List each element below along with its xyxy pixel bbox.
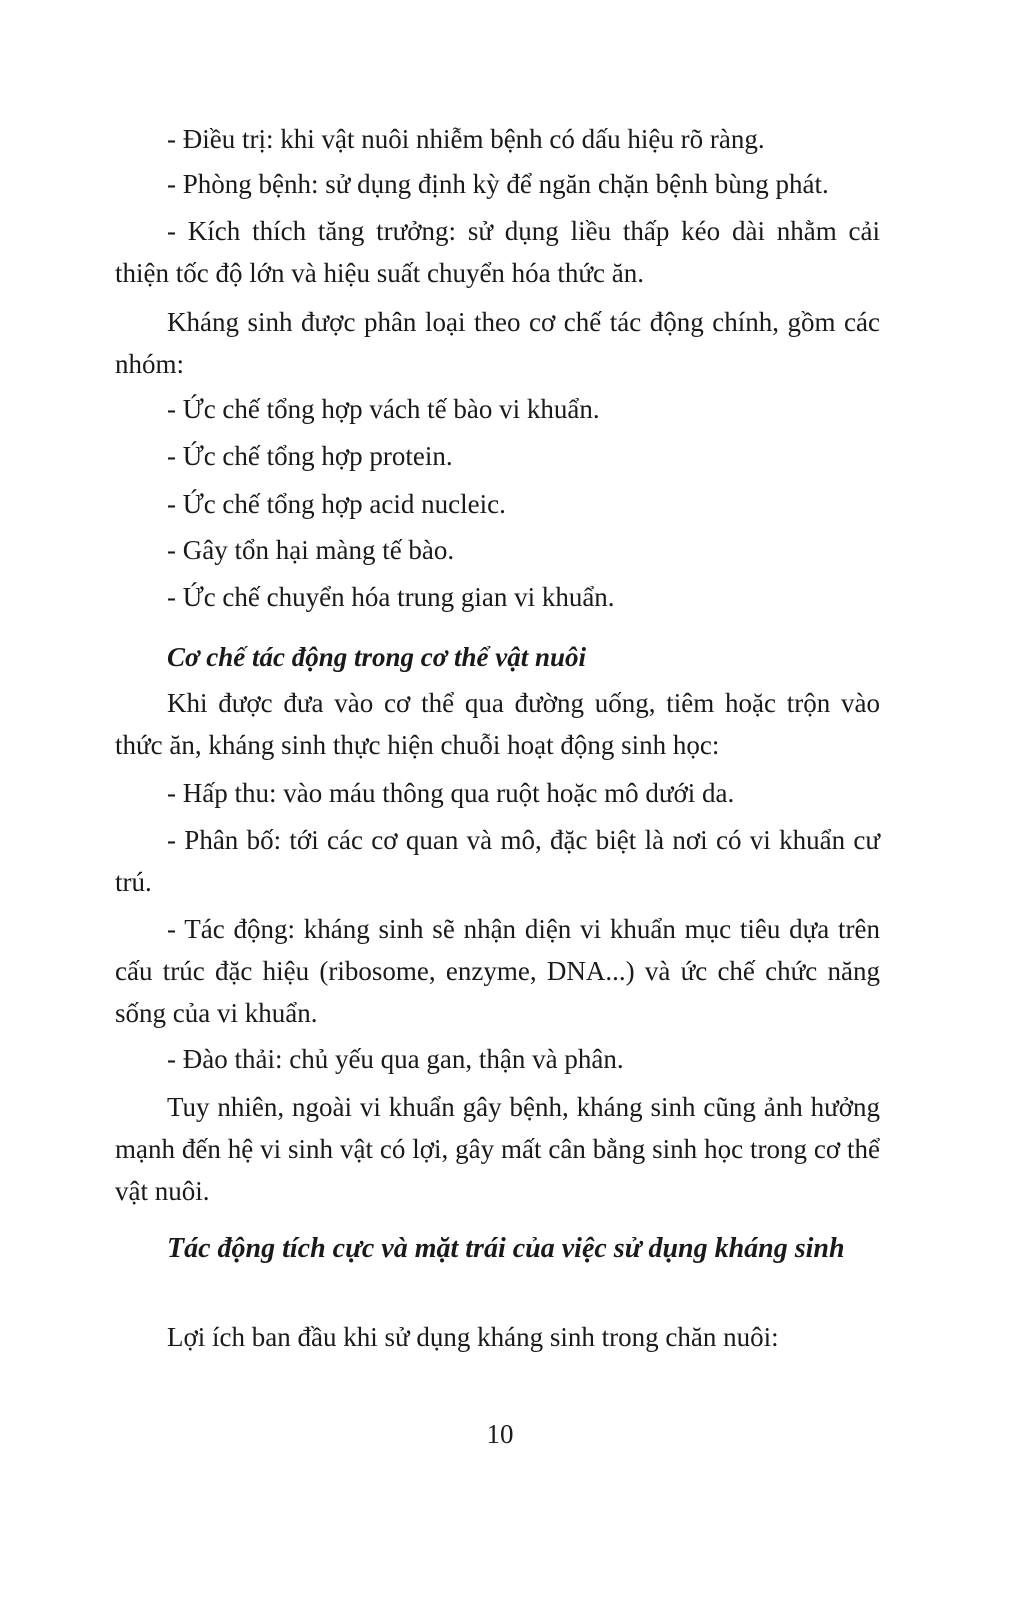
- paragraph: - Phòng bệnh: sử dụng định kỳ để ngăn chặn bệnh bùng phát.: [167, 169, 829, 199]
- list-item: - Đào thải: chủ yếu qua gan, thận và phân.: [167, 1044, 624, 1074]
- paragraph: Tuy nhiên, ngoài vi khuẩn gây bệnh, kháng sinh cũng ảnh hưởng mạnh đến hệ vi sinh vật có lợi, gây mất cân bằng sinh học trong cơ thể vật nuôi.: [115, 1092, 880, 1206]
- paragraph: - Kích thích tăng trưởng: sử dụng liều thấp kéo dài nhằm cải thiện tốc độ lớn và hiệu suất chuyển hóa thức ăn.: [115, 216, 880, 288]
- section-heading: Cơ chế tác động trong cơ thể vật nuôi: [167, 642, 587, 672]
- section-heading: Tác động tích cực và mặt trái của việc sử dụng kháng sinh: [167, 1233, 845, 1264]
- list-item: - Ức chế chuyển hóa trung gian vi khuẩn.: [167, 582, 615, 612]
- list-item: - Phân bố: tới các cơ quan và mô, đặc biệt là nơi có vi khuẩn cư trú.: [115, 825, 880, 897]
- list-item: - Ức chế tổng hợp protein.: [167, 441, 453, 471]
- paragraph: Khi được đưa vào cơ thể qua đường uống, tiêm hoặc trộn vào thức ăn, kháng sinh thực hiện chuỗi hoạt động sinh học:: [115, 688, 880, 760]
- paragraph: Lợi ích ban đầu khi sử dụng kháng sinh trong chăn nuôi:: [167, 1322, 779, 1352]
- list-item: - Gây tổn hại màng tế bào.: [167, 535, 455, 565]
- list-item: - Tác động: kháng sinh sẽ nhận diện vi khuẩn mục tiêu dựa trên cấu trúc đặc hiệu (ribosome, enzyme, DNA...) và ức chế chức năng sống của vi khuẩn.: [115, 914, 880, 1028]
- paragraph: Kháng sinh được phân loại theo cơ chế tác động chính, gồm các nhóm:: [115, 307, 880, 379]
- list-item: - Ức chế tổng hợp acid nucleic.: [167, 489, 506, 519]
- list-item: - Hấp thu: vào máu thông qua ruột hoặc mô dưới da.: [167, 778, 735, 808]
- paragraph: - Điều trị: khi vật nuôi nhiễm bệnh có dấu hiệu rõ ràng.: [167, 124, 765, 154]
- page-number: 10: [486, 1419, 514, 1449]
- list-item: - Ức chế tổng hợp vách tế bào vi khuẩn.: [167, 394, 600, 424]
